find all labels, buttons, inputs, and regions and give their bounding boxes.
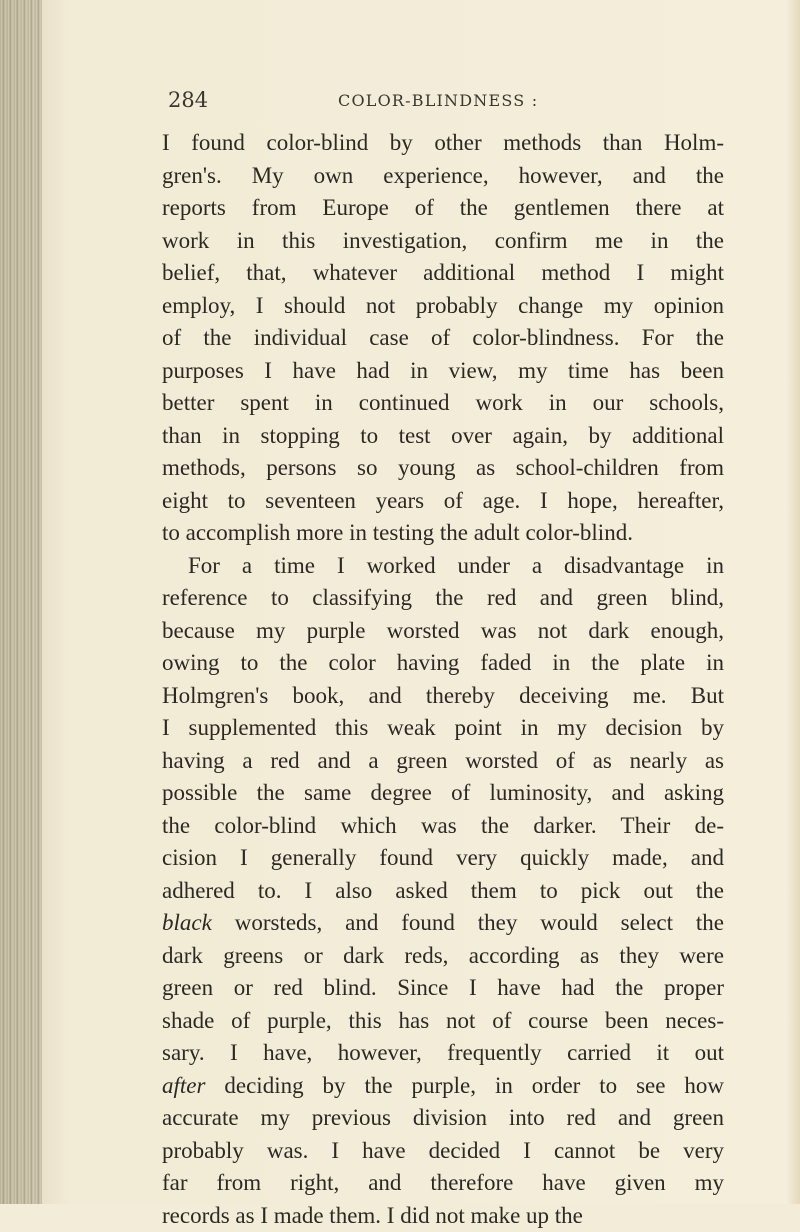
running-head: [168, 88, 650, 118]
text-segment: of the individual case of color-blindness. For the: [162, 325, 724, 350]
text-line: [162, 290, 724, 323]
text-segment: methods, persons so young as school-children from: [162, 455, 724, 480]
text-line: [162, 712, 724, 745]
text-line: [162, 550, 724, 583]
text-line: [162, 322, 724, 355]
text-line: [162, 777, 724, 810]
text-line: [162, 192, 724, 225]
text-segment: having a red and a green worsted of as nearly as: [162, 748, 724, 773]
text-line: [162, 225, 724, 258]
text-line: [162, 355, 724, 388]
text-line: [162, 1070, 724, 1103]
text-segment: because my purple worsted was not dark enough,: [162, 618, 724, 643]
text-segment: gren's. My own experience, however, and the: [162, 163, 724, 188]
text-segment: belief, that, whatever additional method I might: [162, 260, 724, 285]
text-segment: deciding by the purple, in order to see how: [205, 1073, 724, 1098]
text-segment: shade of purple, this has not of course been neces-: [162, 1008, 724, 1033]
text-segment: to accomplish more in testing the adult color-blind.: [162, 520, 633, 545]
page-number: 284: [168, 88, 208, 112]
text-line: [162, 582, 724, 615]
text-segment: accurate my previous division into red and green: [162, 1105, 724, 1130]
text-line: [162, 680, 724, 713]
text-line: [162, 257, 724, 290]
text-line: [162, 517, 724, 550]
text-segment: cision I generally found very quickly made, and: [162, 845, 724, 870]
text-segment: I found color-blind by other methods than Holm-: [162, 130, 724, 155]
text-line: [162, 842, 724, 875]
text-line: [162, 160, 724, 193]
text-line: [162, 387, 724, 420]
page-edge: [786, 0, 800, 1204]
text-line: [162, 452, 724, 485]
text-segment: probably was. I have decided I cannot be very: [162, 1138, 724, 1163]
text-segment: the color-blind which was the darker. Their de-: [162, 813, 724, 838]
book-gutter: [0, 0, 42, 1204]
text-segment: I supplemented this weak point in my decision by: [162, 715, 724, 740]
text-line: [162, 647, 724, 680]
text-segment: far from right, and therefore have given my: [162, 1170, 724, 1195]
text-segment: purposes I have had in view, my time has been: [162, 358, 724, 383]
text-segment: adhered to. I also asked them to pick out the: [162, 878, 724, 903]
paragraph: [162, 127, 724, 550]
text-line: [162, 1135, 724, 1168]
text-segment: employ, I should not probably change my opinion: [162, 293, 724, 318]
text-segment: than in stopping to test over again, by additional: [162, 423, 724, 448]
text-line: [162, 615, 724, 648]
text-line: [162, 1037, 724, 1070]
italic-word: after: [162, 1073, 205, 1098]
text-line: [162, 420, 724, 453]
text-line: [162, 1200, 724, 1232]
text-segment: worsteds, and found they would select the: [212, 910, 724, 935]
text-segment: reports from Europe of the gentlemen there at: [162, 195, 724, 220]
body-text: [162, 127, 724, 1232]
text-segment: work in this investigation, confirm me in the: [162, 228, 724, 253]
text-segment: eight to seventeen years of age. I hope, hereafter,: [162, 488, 724, 513]
text-line: [162, 875, 724, 908]
text-line: [162, 485, 724, 518]
text-line: [162, 1005, 724, 1038]
text-line: [162, 1102, 724, 1135]
text-segment: sary. I have, however, frequently carried it out: [162, 1040, 724, 1065]
text-line: [162, 972, 724, 1005]
text-segment: dark greens or dark reds, according as they were: [162, 943, 724, 968]
text-segment: better spent in continued work in our schools,: [162, 390, 724, 415]
text-segment: possible the same degree of luminosity, and asking: [162, 780, 724, 805]
text-segment: records as I made them. I did not make up the: [162, 1203, 583, 1228]
paragraph: [162, 550, 724, 1232]
text-line: [162, 907, 724, 940]
text-segment: Holmgren's book, and thereby deceiving me. But: [162, 683, 724, 708]
text-line: [162, 745, 724, 778]
text-line: [162, 127, 724, 160]
running-title: COLOR-BLINDNESS :: [338, 91, 538, 110]
text-line: [162, 810, 724, 843]
text-segment: owing to the color having faded in the plate in: [162, 650, 724, 675]
text-segment: green or red blind. Since I have had the proper: [162, 975, 724, 1000]
text-line: [162, 940, 724, 973]
text-line: [162, 1167, 724, 1200]
italic-word: black: [162, 910, 212, 935]
text-segment: reference to classifying the red and green blind,: [162, 585, 724, 610]
text-segment: For a time I worked under a disadvantage in: [188, 553, 724, 578]
